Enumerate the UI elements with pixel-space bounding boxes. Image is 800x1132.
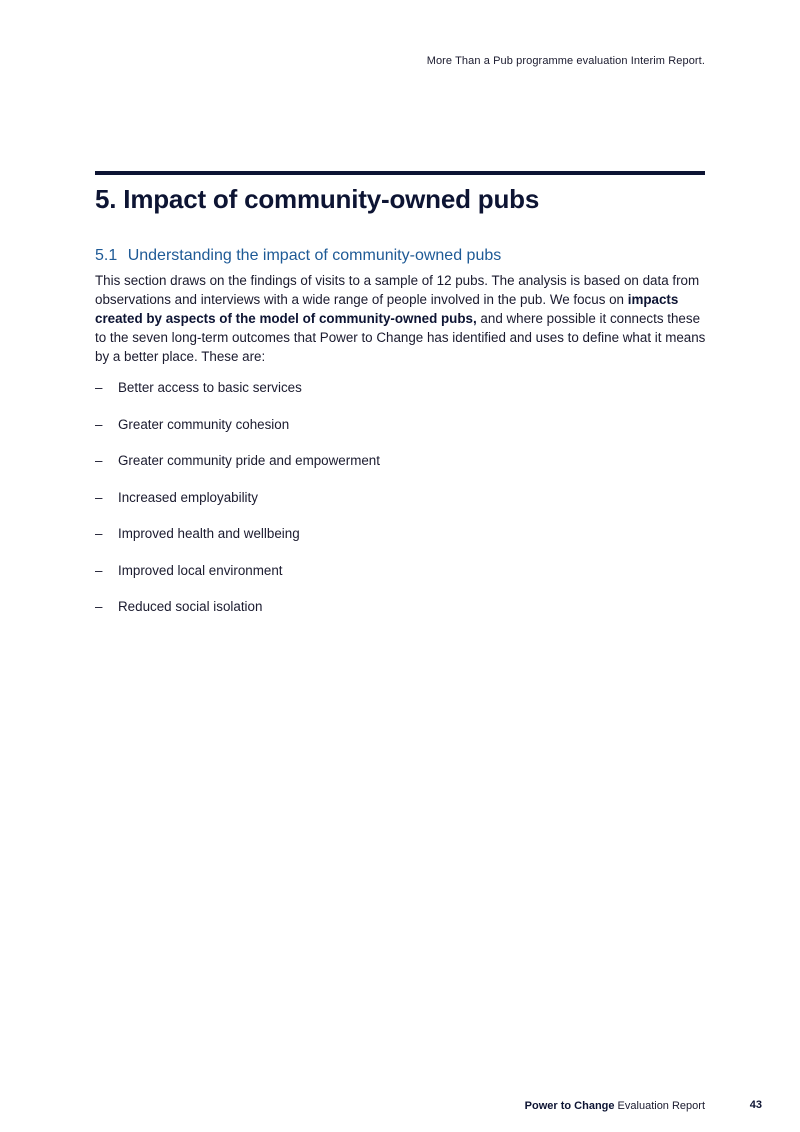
list-item: [95, 562, 380, 599]
list-item: [95, 598, 380, 635]
dash-bullet: –: [95, 526, 103, 541]
list-item: [95, 525, 380, 562]
list-item-text: Increased employability: [118, 489, 258, 505]
list-item: [95, 379, 380, 416]
list-item: [95, 489, 380, 526]
list-item-text: Greater community cohesion: [118, 416, 290, 432]
chapter-title: 5. Impact of community-owned pubs: [95, 184, 540, 214]
page-number: 43: [749, 1099, 762, 1111]
list-item-text: Better access to basic services: [118, 380, 302, 395]
list-item-text: Greater community pride and empowerment: [118, 453, 380, 468]
section-heading: [95, 247, 501, 265]
list-item: [95, 416, 380, 453]
section-title: Understanding the impact of community-owned pubs: [127, 247, 502, 264]
running-header: More Than a Pub programme evaluation Interim Report.: [426, 55, 705, 67]
intro-text-1: This section draws on the findings of visits to a sample of 12 pubs. The analysis is based on data from observations and interviews with a wide range of people involved in the pub. We focus on: [95, 273, 700, 307]
list-item-text: Improved health and wellbeing: [118, 526, 300, 541]
dash-bullet: –: [95, 489, 103, 505]
footer-org: Power to Change: [524, 1100, 615, 1112]
dash-bullet: –: [95, 599, 103, 614]
intro-emphasis: impacts created by aspects of the model of community-owned pubs,: [95, 292, 679, 326]
outcomes-list: [95, 379, 380, 635]
dash-bullet: –: [95, 380, 103, 395]
intro-paragraph: [95, 271, 707, 366]
dash-bullet: –: [95, 453, 103, 468]
footer-report: Evaluation Report: [614, 1100, 705, 1112]
list-item-text: Reduced social isolation: [118, 599, 263, 614]
list-item: [95, 452, 380, 489]
dash-bullet: –: [95, 562, 103, 578]
intro-text-2: and where possible it connects these to the seven long-term outcomes that Power to Change has identified and uses to define what it means by a better place. These are:: [95, 311, 706, 364]
section-number: 5.1: [95, 247, 118, 264]
dash-bullet: –: [95, 416, 103, 432]
list-item-text: Improved local environment: [118, 562, 283, 578]
footer: [525, 1100, 705, 1112]
chapter-rule: [95, 171, 705, 175]
